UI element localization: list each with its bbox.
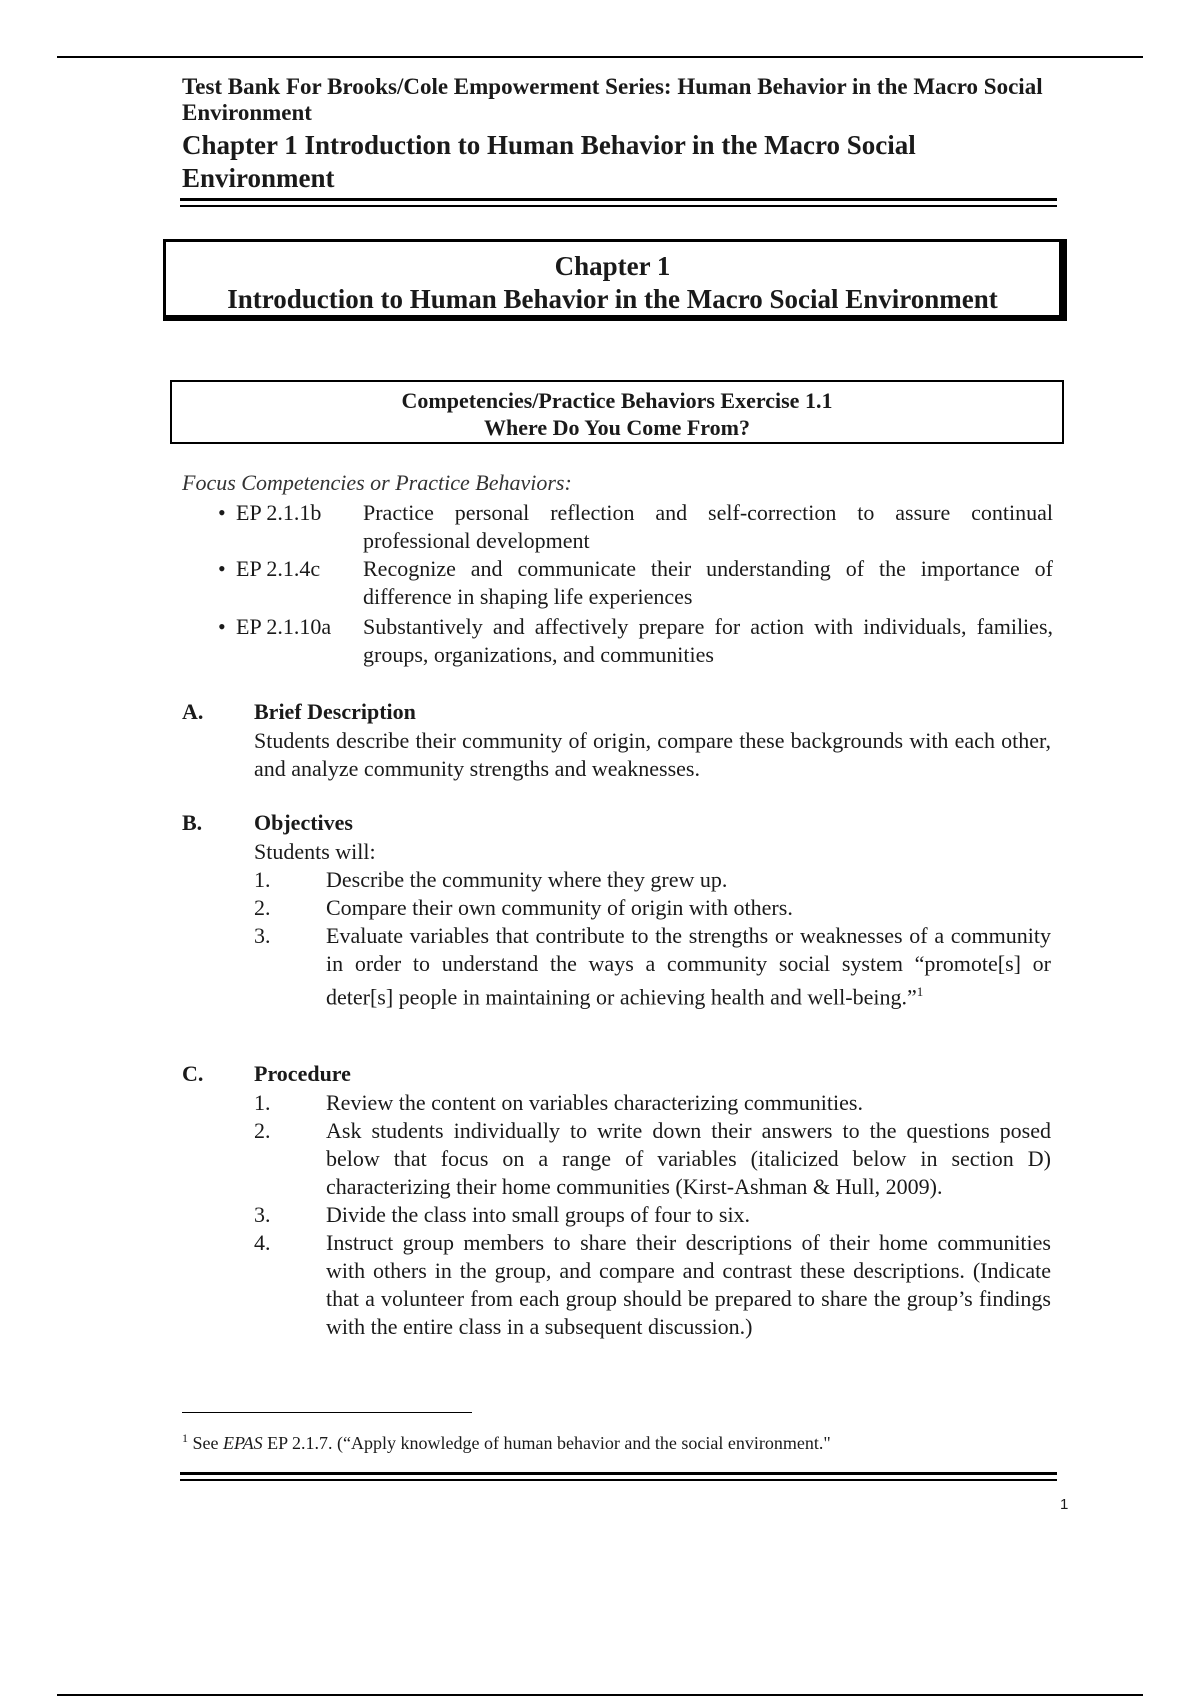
footnote-marker: 1 — [182, 1431, 188, 1445]
objective-text: Evaluate variables that contribute to the strengths or weaknesses of a community in order to understand the ways a community social system “promote[s] or deter[s] people in maintaining or achieving health and well-being.” — [326, 923, 1051, 1010]
section-b-letter: B. — [182, 810, 203, 835]
competency-code: EP 2.1.1b — [236, 500, 322, 525]
exercise-heading-box — [170, 380, 1064, 444]
footnote-text: EP 2.1.7. (“Apply knowledge of human behavior and the social environment." — [267, 1433, 831, 1453]
objective-number: 2. — [254, 895, 271, 920]
competency-text: Practice personal reflection and self-correction to assure continual professional development — [363, 500, 1053, 553]
objective-text: Compare their own community of origin with others. — [326, 895, 793, 920]
procedure-number: 3. — [254, 1202, 271, 1227]
objective-number: 3. — [254, 923, 271, 948]
footnote-italic: EPAS — [223, 1433, 263, 1453]
bottom-rule — [57, 1694, 1143, 1696]
competency-code: EP 2.1.10a — [236, 614, 332, 639]
objective-text: Describe the community where they grew up. — [326, 867, 728, 892]
section-b-intro: Students will: — [254, 839, 376, 864]
competency-text: Substantively and affectively prepare for action with individuals, families, groups, organizations, and communities — [363, 614, 1053, 667]
section-a-text: Students describe their community of origin, compare these backgrounds with each other, and analyze community strengths and weaknesses. — [254, 728, 1051, 781]
competency-text: Recognize and communicate their understanding of the importance of difference in shaping life experiences — [363, 556, 1053, 609]
section-c-heading: Procedure — [254, 1061, 351, 1086]
footnote-reference[interactable]: 1 — [916, 984, 924, 999]
chapter-number: Chapter 1 — [554, 251, 671, 281]
section-a-heading: Brief Description — [254, 699, 416, 724]
footnote — [182, 1427, 831, 1454]
procedure-text: Ask students individually to write down their answers to the questions posed below that focus on a range of variables (italicized below in section D) characterizing their home communities (Kirst-Ashman & Hull, 2009). — [326, 1118, 1051, 1199]
procedure-text: Review the content on variables characterizing communities. — [326, 1090, 863, 1115]
focus-competencies-label: Focus Competencies or Practice Behaviors: — [182, 470, 572, 495]
header-double-rule — [180, 198, 1057, 207]
procedure-number: 1. — [254, 1090, 271, 1115]
document-subtitle: Test Bank For Brooks/Cole Empowerment Series: Human Behavior in the Macro Social Environment — [182, 74, 1043, 125]
procedure-number: 2. — [254, 1118, 271, 1143]
exercise-title: Where Do You Come From? — [484, 415, 750, 440]
chapter-heading-box — [163, 239, 1067, 321]
footnote-prefix: See — [192, 1433, 219, 1453]
procedure-number: 4. — [254, 1230, 271, 1255]
page-number: 1 — [1060, 1496, 1069, 1513]
procedure-text: Instruct group members to share their descriptions of their home communities with others in the group, and compare and contrast these descriptions. (Indicate that a volunteer from each group should be prepared to share the group’s findings with the entire class in a subsequent discussion.) — [326, 1230, 1051, 1339]
footnote-separator — [182, 1412, 472, 1413]
bullet: • — [218, 556, 226, 581]
document-chapter-title: Chapter 1 Introduction to Human Behavior in the Macro Social Environment — [182, 130, 916, 193]
footer-double-rule — [180, 1472, 1057, 1481]
bullet: • — [218, 614, 226, 639]
competency-code: EP 2.1.4c — [236, 556, 321, 581]
top-rule — [57, 56, 1143, 58]
exercise-number: Competencies/Practice Behaviors Exercise 1.1 — [401, 388, 833, 413]
procedure-text: Divide the class into small groups of four to six. — [326, 1202, 751, 1227]
objective-number: 1. — [254, 867, 271, 892]
section-a-letter: A. — [182, 699, 204, 724]
bullet: • — [218, 500, 226, 525]
section-c-letter: C. — [182, 1061, 204, 1086]
objective-text-with-ref — [326, 922, 1051, 1011]
section-b-heading: Objectives — [254, 810, 353, 835]
chapter-name: Introduction to Human Behavior in the Macro Social Environment — [227, 284, 998, 314]
